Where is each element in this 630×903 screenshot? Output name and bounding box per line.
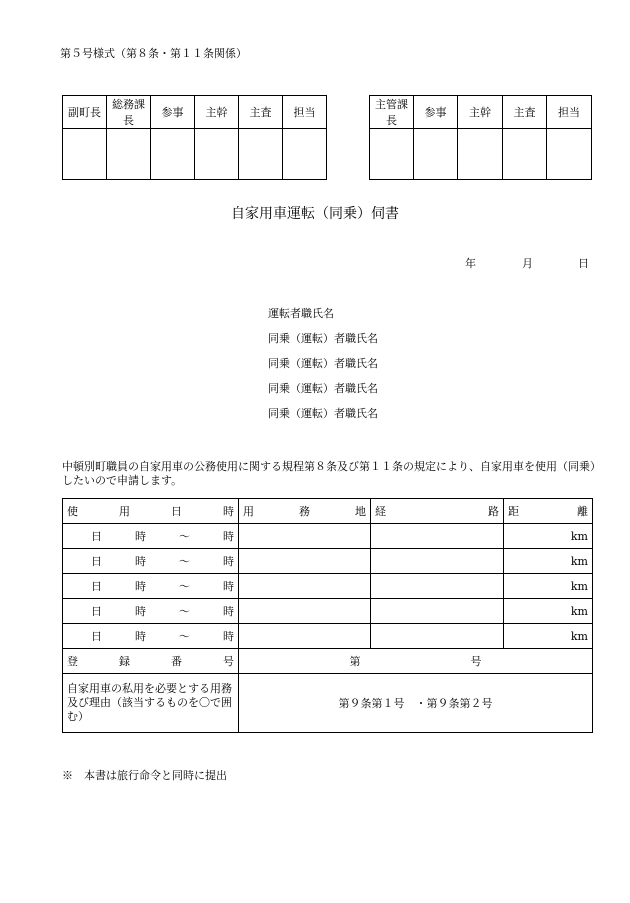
distance-cell[interactable] — [504, 524, 593, 549]
reason-value[interactable]: 第９条第１号 ・第９条第２号 — [239, 674, 593, 733]
stamp-box[interactable] — [239, 129, 283, 180]
place-cell[interactable] — [239, 624, 371, 649]
stamp-box[interactable] — [63, 129, 107, 180]
tilde-label: 〜 — [179, 530, 190, 543]
day-label: 日 — [91, 630, 102, 643]
passenger-name-label: 同乗（運転）者職氏名 — [268, 332, 378, 345]
approval-label: 主幹 — [458, 96, 503, 129]
hour-label: 時 — [223, 580, 234, 593]
registration-value-cell[interactable] — [239, 649, 593, 674]
registration-row — [63, 649, 593, 674]
registration-suffix: 号 — [470, 655, 482, 668]
table-row — [63, 624, 593, 649]
day-label: 日 — [91, 555, 102, 568]
route-cell[interactable] — [371, 599, 504, 624]
header-char: 務 — [299, 505, 310, 518]
route-cell[interactable] — [371, 549, 504, 574]
registration-char: 録 — [119, 655, 130, 668]
header-char: 路 — [488, 505, 499, 518]
day-label: 日 — [91, 580, 102, 593]
table-row — [63, 574, 593, 599]
reason-label: 自家用車の私用を必要とする用務及び理由（該当するものを〇で囲む） — [63, 674, 239, 733]
approval-label: 担当 — [283, 96, 327, 129]
approval-label: 主管課長 — [370, 96, 414, 129]
header-char: 離 — [577, 505, 588, 518]
reason-row — [63, 674, 593, 733]
approval-label: 参事 — [151, 96, 195, 129]
table-header-row — [63, 499, 593, 524]
distance-cell[interactable] — [504, 574, 593, 599]
header-char: 距 — [508, 505, 519, 518]
stamp-box[interactable] — [370, 129, 414, 180]
stamp-box[interactable] — [414, 129, 458, 180]
registration-char: 番 — [171, 655, 182, 668]
approval-label: 主幹 — [195, 96, 239, 129]
route-cell[interactable] — [371, 624, 504, 649]
place-cell[interactable] — [239, 549, 371, 574]
place-cell[interactable] — [239, 574, 371, 599]
stamp-box[interactable] — [195, 129, 239, 180]
registration-char: 登 — [67, 655, 78, 668]
route-cell[interactable] — [371, 524, 504, 549]
approval-label: 主査 — [239, 96, 283, 129]
header-char: 用 — [243, 505, 254, 518]
header-char: 用 — [119, 505, 130, 518]
route-cell[interactable] — [371, 574, 504, 599]
approval-label: 副町長 — [63, 96, 107, 129]
hour-label: 時 — [223, 605, 234, 618]
approval-label: 総務課長 — [107, 96, 151, 129]
hour-label: 時 — [135, 630, 146, 643]
stamp-box[interactable] — [547, 129, 592, 180]
km-unit: km — [570, 629, 588, 643]
approval-table-left — [62, 95, 327, 180]
tilde-label: 〜 — [179, 605, 190, 618]
request-text: 中頓別町職員の自家用車の公務使用に関する規程第８条及び第１１条の規定により、自家用車を使用（同乗）したいので申請します。 — [62, 460, 601, 487]
date-month: 月 — [522, 257, 533, 270]
approval-label: 担当 — [547, 96, 592, 129]
driver-name-label: 運転者職氏名 — [268, 307, 334, 320]
distance-cell[interactable] — [504, 549, 593, 574]
day-label: 日 — [91, 605, 102, 618]
day-label: 日 — [91, 530, 102, 543]
km-unit: km — [570, 529, 588, 543]
tilde-label: 〜 — [179, 580, 190, 593]
place-cell[interactable] — [239, 599, 371, 624]
date-day: 日 — [578, 257, 589, 270]
approval-label: 参事 — [414, 96, 458, 129]
date-year: 年 — [465, 257, 476, 270]
table-row — [63, 599, 593, 624]
submission-note: ※ 本書は旅行命令と同時に提出 — [62, 769, 227, 782]
approval-label: 主査 — [503, 96, 547, 129]
tilde-label: 〜 — [179, 630, 190, 643]
header-char: 時 — [223, 505, 234, 518]
header-char: 日 — [171, 505, 182, 518]
table-row — [63, 549, 593, 574]
hour-label: 時 — [135, 530, 146, 543]
stamp-box[interactable] — [283, 129, 327, 180]
distance-cell[interactable] — [504, 624, 593, 649]
registration-prefix: 第 — [349, 655, 361, 668]
stamp-box[interactable] — [503, 129, 547, 180]
hour-label: 時 — [135, 580, 146, 593]
approval-table-right — [369, 95, 592, 180]
registration-char: 号 — [223, 655, 234, 668]
usage-table — [62, 498, 593, 733]
hour-label: 時 — [223, 630, 234, 643]
distance-cell[interactable] — [504, 599, 593, 624]
header-char: 使 — [67, 505, 78, 518]
hour-label: 時 — [223, 555, 234, 568]
header-char: 経 — [375, 505, 386, 518]
passenger-name-label: 同乗（運転）者職氏名 — [268, 382, 378, 395]
hour-label: 時 — [223, 530, 234, 543]
hour-label: 時 — [135, 605, 146, 618]
table-row — [63, 524, 593, 549]
stamp-box[interactable] — [151, 129, 195, 180]
passenger-name-label: 同乗（運転）者職氏名 — [268, 407, 378, 420]
stamp-box[interactable] — [458, 129, 503, 180]
place-cell[interactable] — [239, 524, 371, 549]
document-title: 自家用車運転（同乗）伺書 — [231, 206, 399, 222]
km-unit: km — [570, 554, 588, 568]
hour-label: 時 — [135, 555, 146, 568]
passenger-name-label: 同乗（運転）者職氏名 — [268, 357, 378, 370]
km-unit: km — [570, 604, 588, 618]
form-number: 第５号様式（第８条・第１１条関係） — [60, 47, 247, 60]
tilde-label: 〜 — [179, 555, 190, 568]
km-unit: km — [570, 579, 588, 593]
stamp-box[interactable] — [107, 129, 151, 180]
header-char: 地 — [355, 505, 366, 518]
